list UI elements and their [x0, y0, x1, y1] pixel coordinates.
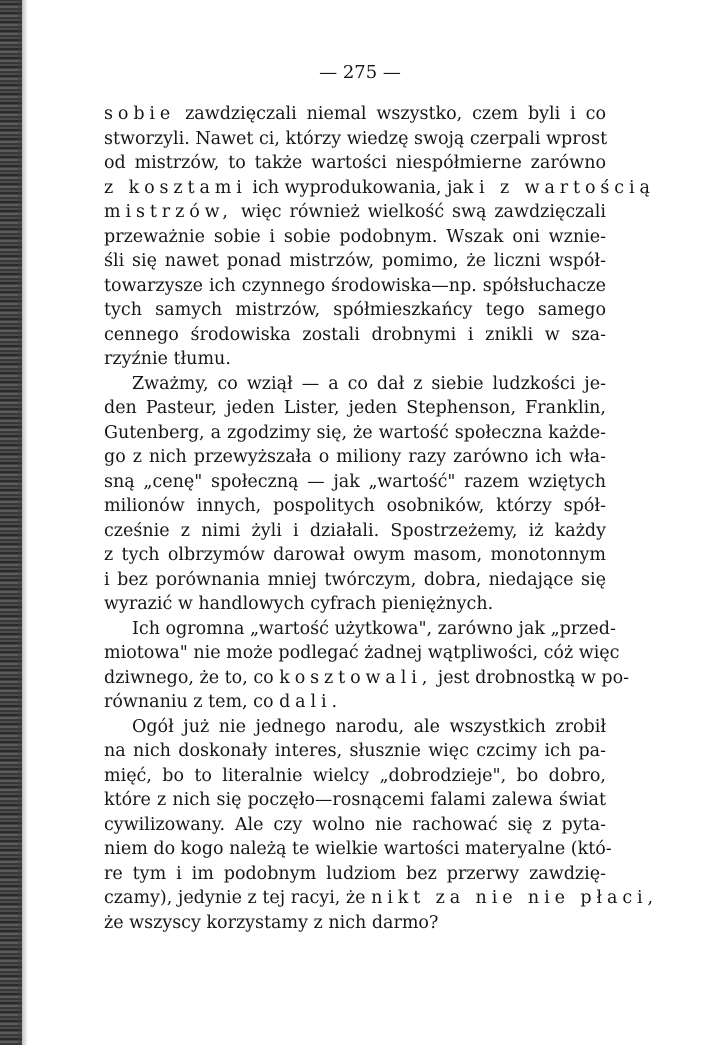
text-line — [104, 470, 606, 495]
text-line — [104, 200, 606, 225]
text-line — [104, 715, 606, 740]
text-segment: równaniu z tem, co — [104, 692, 280, 712]
text-segment: Ogół już nie jednego narodu, ale wszystkich zrobił — [132, 716, 606, 737]
text-segment: Gutenberg, a zgodzimy się, że wartość społeczna każde- — [104, 422, 606, 443]
text-line — [104, 249, 606, 274]
text-segment: od mistrzów, to także wartości niespółmierne zarówno — [104, 153, 606, 173]
text-line — [104, 225, 606, 250]
text-segment: milionów innych, pospolitych osobników, którzy spół- — [104, 496, 606, 516]
text-line — [104, 151, 606, 176]
text-segment: rzyźnie tłumu. — [104, 349, 231, 369]
text-segment: że wszyscy korzystamy z nich darmo? — [104, 912, 439, 933]
text-segment: cennego środowiska zostali drobnymi i znikli w sza- — [104, 324, 606, 345]
text-segment: den Pasteur, jeden Lister, jeden Stephenson, Franklin, — [104, 398, 606, 418]
text-line — [104, 690, 606, 715]
text-segment: towarzysze ich czynnego środowiska—np. spółsłuchacze — [104, 275, 606, 296]
spaced-emphasis: sobie — [104, 104, 176, 124]
text-segment: ich wyprodukowania, jak — [246, 177, 480, 198]
text-line — [104, 617, 616, 642]
text-segment: z tych olbrzymów darował owym masom, monotonnym — [104, 545, 606, 565]
text-segment: czamy), jedynie z tej racyi, że — [104, 888, 372, 908]
text-line — [104, 788, 606, 813]
text-line — [104, 862, 606, 887]
text-line — [104, 494, 606, 519]
text-line — [104, 445, 606, 470]
text-segment: śli się nawet ponad mistrzów, pomimo, że liczni współ- — [104, 251, 606, 271]
text-segment: re tym i im podobnym ludziom bez przerwy zawdzię- — [104, 863, 606, 884]
spaced-emphasis: i z wartością — [479, 177, 655, 198]
text-segment: tych samych mistrzów, spółmieszkańcy tego samego — [104, 300, 606, 320]
text-line — [104, 127, 606, 152]
text-line — [104, 911, 606, 936]
text-line — [104, 519, 606, 544]
text-segment: mięć, bo to literalnie wielcy „dobrodzieje", bo dobro, — [104, 765, 606, 786]
text-segment: zawdzięczali niemal wszystko, czem byli i co — [175, 104, 606, 124]
text-segment: cywilizowany. Ale czy wolno nie rachować się z pyta- — [104, 814, 606, 835]
text-line — [104, 396, 606, 421]
binding-shadow — [18, 0, 28, 1045]
text-line — [104, 813, 606, 838]
text-line — [104, 298, 606, 323]
text-segment: miotowa" nie może podlegać żadnej wątpliwości, cóż więc — [104, 643, 620, 663]
text-segment: cześnie z nimi żyli i działali. Spostrzeżemy, iż każdy — [104, 520, 606, 541]
spaced-emphasis: mistrzów, — [104, 202, 233, 222]
text-segment: wyrazić w handlowych cyfrach pieniężnych. — [104, 594, 494, 614]
text-line — [104, 274, 606, 299]
text-segment: Zważmy, co wziął — a co dał z siebie ludzkości je- — [132, 373, 606, 394]
spaced-emphasis: dali. — [279, 692, 342, 712]
text-line — [104, 176, 655, 201]
text-segment: więc również wielkość swą zawdzięczali — [232, 202, 606, 222]
text-line — [104, 568, 606, 593]
text-line — [104, 102, 606, 127]
text-segment: dziwnego, że to, co — [104, 667, 280, 688]
text-line — [104, 347, 606, 372]
text-line — [104, 764, 606, 789]
text-line — [104, 421, 606, 446]
text-segment: jest drobnostką w po- — [432, 667, 630, 688]
text-line — [104, 739, 606, 764]
text-segment: na nich doskonały interes, słusznie więc czcimy ich pa- — [104, 741, 606, 761]
text-line — [104, 592, 606, 617]
text-segment: go z nich przewyższała o miliony razy zarówno ich wła- — [104, 447, 606, 467]
text-segment: stworzyli. Nawet ci, którzy wiedzę swoją czerpali wprost — [104, 128, 608, 149]
text-line — [104, 641, 620, 666]
text-segment: przeważnie sobie i sobie podobnym. Wszak oni wznie- — [104, 226, 606, 247]
spaced-emphasis: nikt za nie nie płaci, — [371, 888, 658, 908]
text-line — [104, 837, 612, 862]
text-segment: niem do kogo należą te wielkie wartości materyalne (któ- — [104, 839, 612, 859]
text-segment: sną „cenę" społeczną — jak „wartość" razem wziętych — [104, 471, 606, 492]
page-number-header: — 275 — — [319, 62, 401, 83]
text-line — [104, 886, 658, 911]
text-segment: i bez porównania mniej twórczym, dobra, niedające się — [104, 569, 606, 590]
book-page-body — [104, 102, 658, 935]
text-segment: które z nich się poczęło—rosnącemi falami zalewa świat — [104, 790, 606, 810]
text-line — [104, 543, 606, 568]
text-segment: Ich ogromna „wartość użytkowa", zarówno jak „przed- — [132, 618, 616, 639]
text-line — [104, 323, 606, 348]
text-line — [104, 666, 630, 691]
spaced-emphasis: kosztowali, — [279, 667, 433, 688]
spaced-emphasis: z kosztami — [104, 177, 247, 198]
text-line — [104, 372, 606, 397]
